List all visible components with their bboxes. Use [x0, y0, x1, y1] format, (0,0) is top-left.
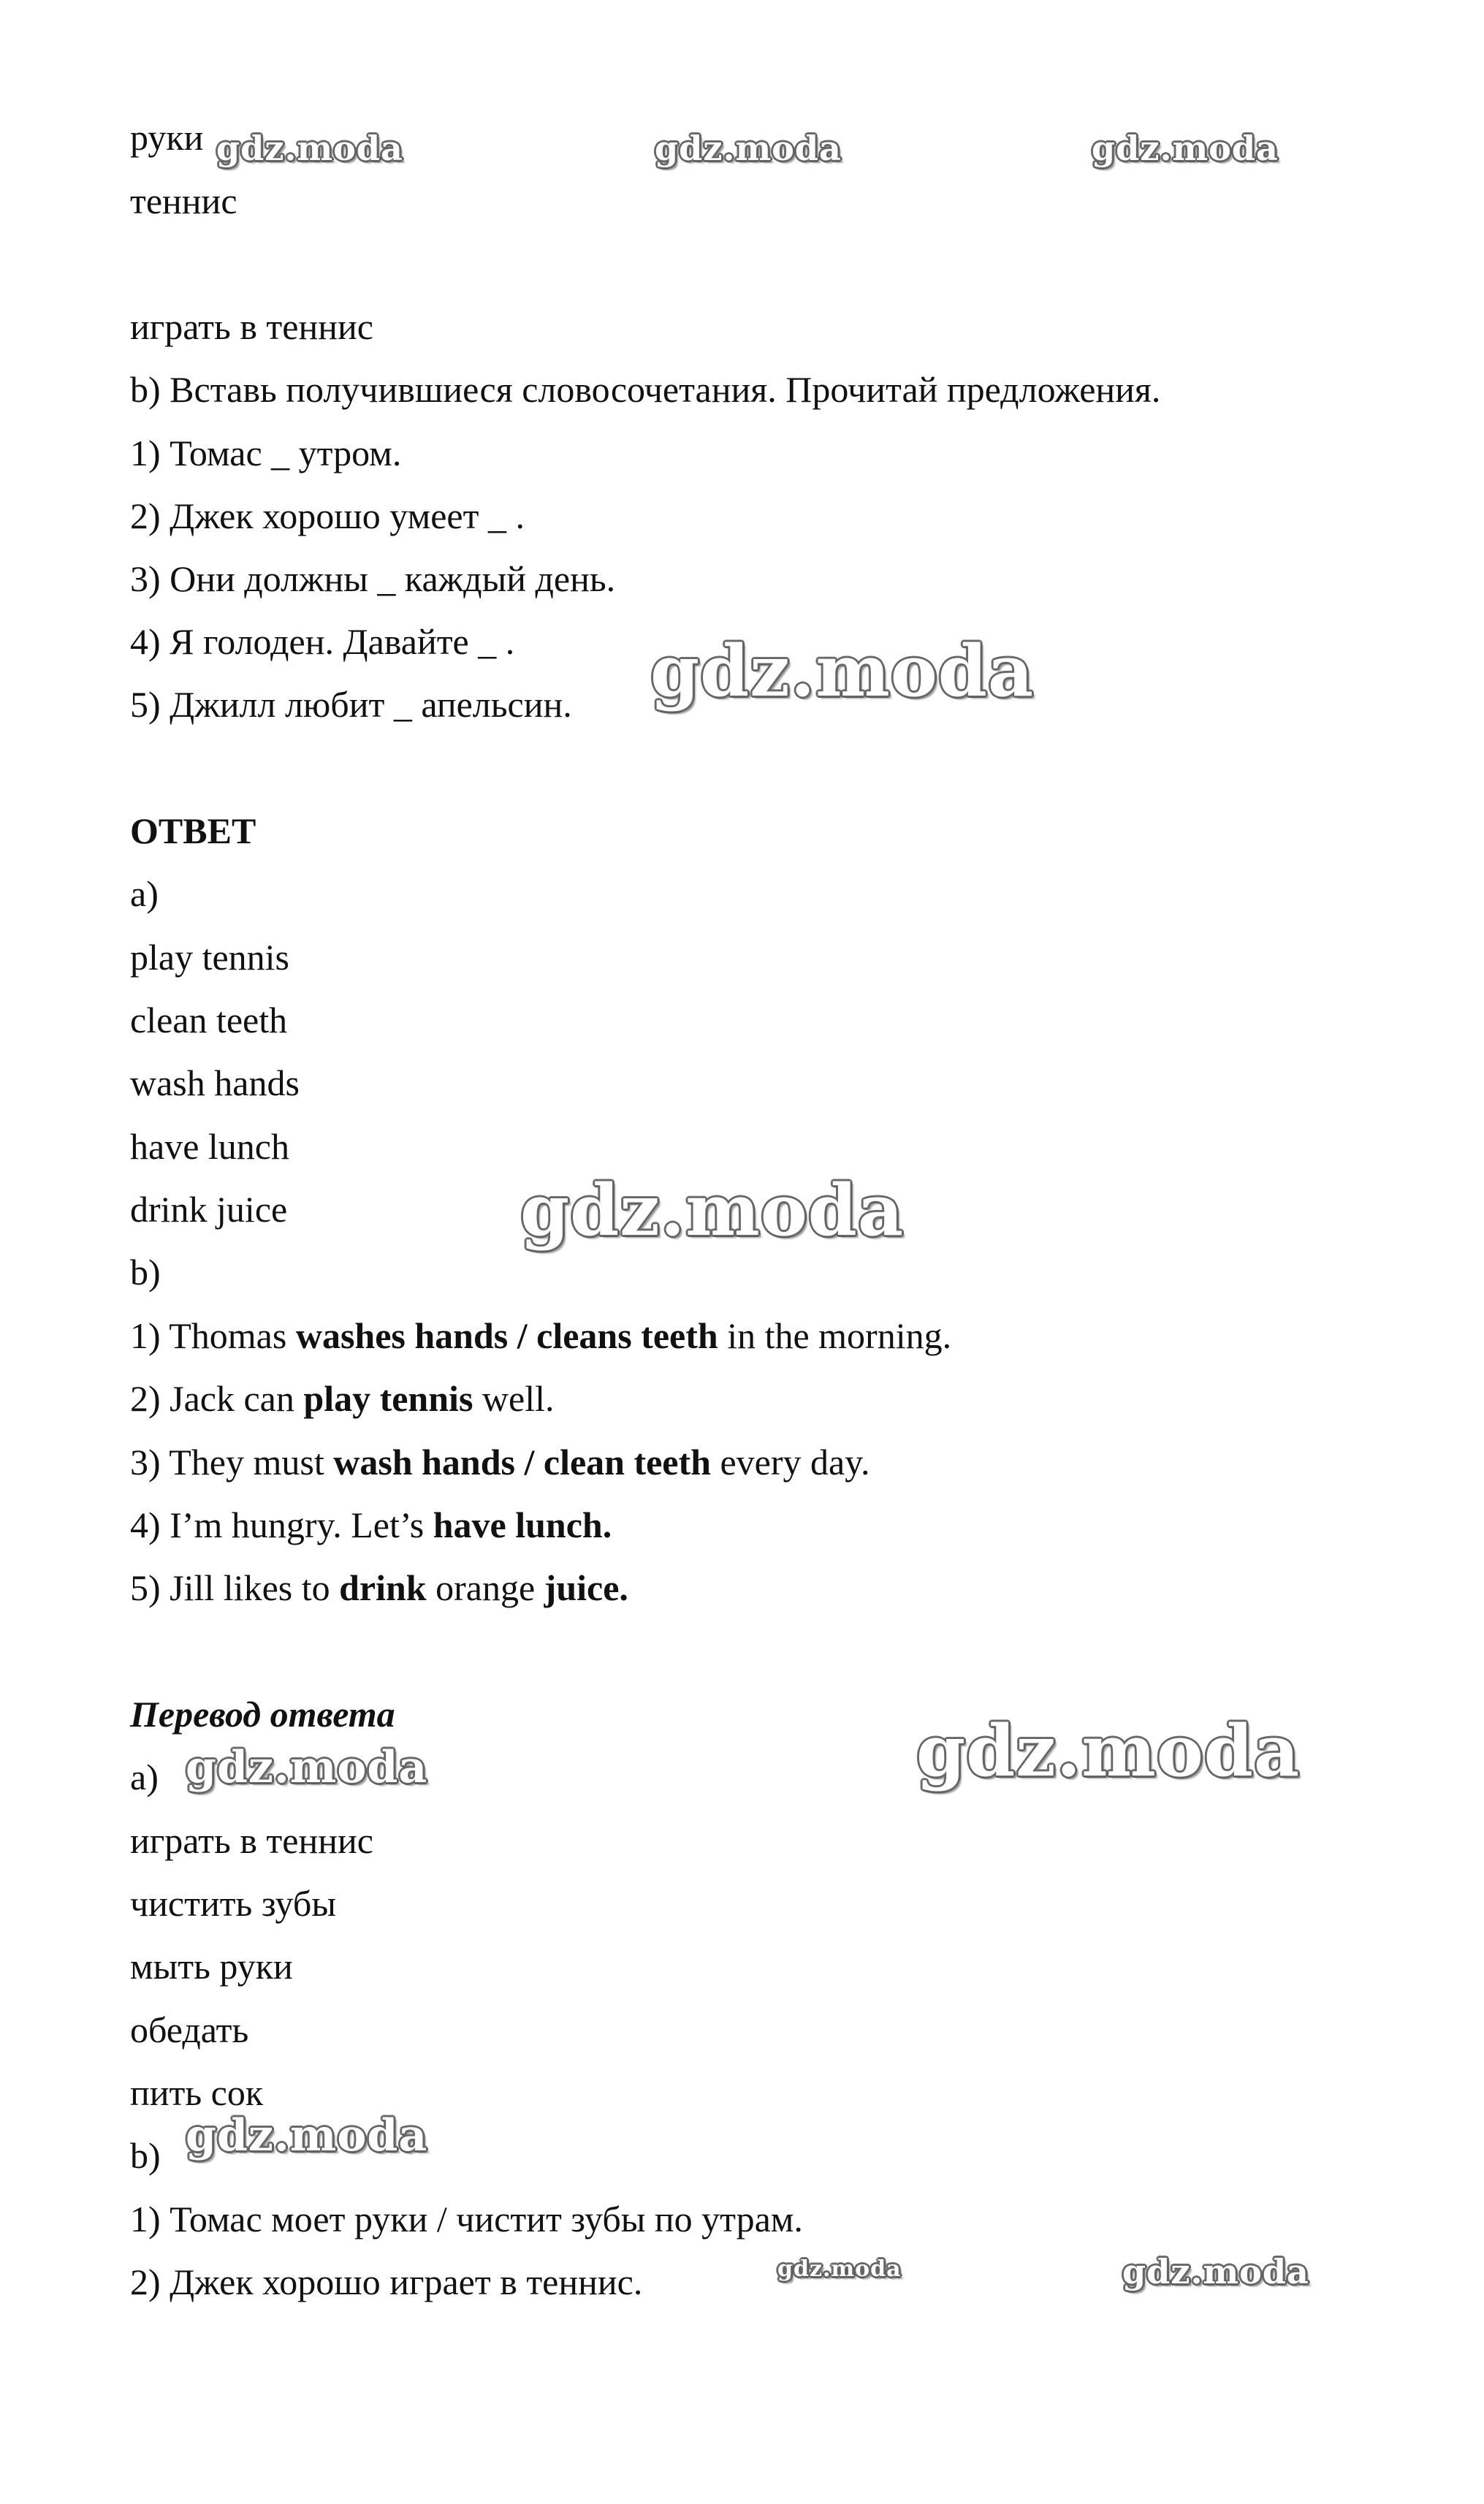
translation-sentence-2: 2) Джек хорошо играет в теннис.: [130, 2261, 643, 2302]
translation-phrase-5: пить сок: [130, 2072, 264, 2113]
translation-sentence-1: 1) Томас моет руки / чистит зубы по утрам.: [130, 2199, 803, 2239]
watermark: gdz.moda: [1122, 2252, 1309, 2291]
task-word-tennis: теннис: [130, 180, 237, 221]
watermark: gdz.moda: [916, 1710, 1301, 1792]
watermark: gdz.moda: [777, 2256, 902, 2282]
watermark: gdz.moda: [186, 2110, 428, 2161]
translation-phrase-2: чистить зубы: [130, 1883, 336, 1924]
translation-phrase-4: обедать: [130, 2009, 249, 2050]
answer-heading: ОТВЕТ: [130, 810, 256, 851]
translation-phrase-3: мыть руки: [130, 1946, 293, 1987]
watermark: gdz.moda: [1092, 129, 1279, 168]
watermark: gdz.moda: [520, 1169, 905, 1252]
watermark: gdz.moda: [650, 630, 1035, 712]
answer-sentence-5: 5) Jill likes to drink orange juice.: [130, 1567, 628, 1608]
answer-sentence-3: 3) They must wash hands / clean teeth every day.: [130, 1442, 870, 1483]
translation-phrase-1: играть в теннис: [130, 1820, 373, 1861]
translation-heading: Перевод ответа: [130, 1694, 395, 1735]
watermark: gdz.moda: [655, 129, 842, 168]
task-sentence-5: 5) Джилл любит _ апельсин.: [130, 684, 572, 725]
answer-part-b-label: b): [130, 1252, 161, 1293]
answer-phrase-1: play tennis: [130, 937, 290, 978]
task-sentence-3: 3) Они должны _ каждый день.: [130, 558, 616, 599]
task-sentence-4: 4) Я голоден. Давайте _ .: [130, 621, 515, 662]
answer-sentence-4: 4) I’m hungry. Let’s have lunch.: [130, 1504, 612, 1545]
answer-part-a-label: a): [130, 873, 159, 914]
answer-phrase-5: drink juice: [130, 1189, 288, 1230]
translation-part-a-label: a): [130, 1757, 159, 1797]
task-phrase-play-tennis: играть в теннис: [130, 306, 373, 347]
answer-phrase-3: wash hands: [130, 1062, 300, 1103]
answer-sentence-1: 1) Thomas washes hands / cleans teeth in the morning.: [130, 1315, 952, 1356]
task-sentence-2: 2) Джек хорошо умеет _ .: [130, 495, 525, 536]
task-part-b-instruction: b) Вставь получившиеся словосочетания. Прочитай предложения.: [130, 369, 1161, 410]
watermark: gdz.moda: [216, 129, 403, 168]
task-word-hands: руки: [130, 117, 204, 158]
answer-sentence-2: 2) Jack can play tennis well.: [130, 1378, 555, 1419]
answer-phrase-4: have lunch: [130, 1126, 289, 1167]
task-sentence-1: 1) Томас _ утром.: [130, 433, 402, 473]
answer-phrase-2: clean teeth: [130, 1000, 288, 1040]
translation-part-b-label: b): [130, 2135, 161, 2176]
watermark: gdz.moda: [186, 1742, 428, 1793]
